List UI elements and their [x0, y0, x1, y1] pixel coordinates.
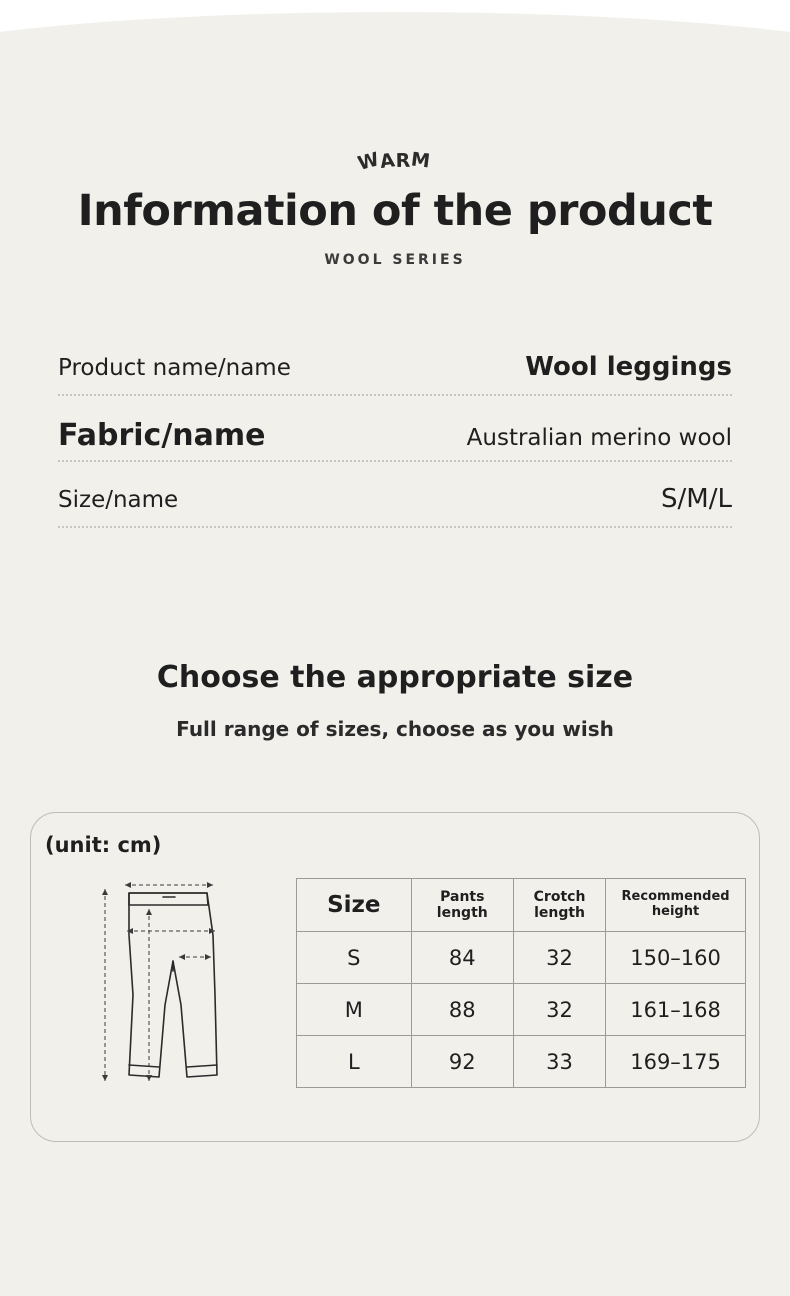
product-info-list: [58, 352, 732, 550]
column-header-crotch-length: [513, 879, 605, 932]
info-label: Product name/name: [58, 355, 291, 381]
cell-recommended-height: 161–168: [606, 984, 746, 1036]
size-table-body: [297, 932, 746, 1088]
choose-size-section: [0, 660, 790, 741]
cell-recommended-height: 150–160: [606, 932, 746, 984]
column-header-line-2: height: [651, 904, 700, 919]
info-row-product-name: [58, 352, 732, 396]
cell-recommended-height: 169–175: [606, 1036, 746, 1088]
pants-measurement-diagram: [89, 875, 289, 1105]
info-value: Australian merino wool: [466, 425, 732, 451]
cell-pants-length: 84: [411, 932, 513, 984]
cell-pants-length: 88: [411, 984, 513, 1036]
column-header-line-1: Crotch: [533, 888, 586, 905]
choose-size-title: Choose the appropriate size: [156, 660, 634, 695]
size-table-header: [297, 879, 746, 932]
column-header-pants-length: [411, 879, 513, 932]
card-top-curve: [0, 0, 790, 60]
cell-size: S: [297, 932, 412, 984]
table-header-row: [297, 879, 746, 932]
cell-size: M: [297, 984, 412, 1036]
info-row-fabric: [58, 418, 732, 462]
cell-size: L: [297, 1036, 412, 1088]
card-top-curve-fill: [0, 12, 790, 82]
info-label: Size/name: [58, 487, 179, 513]
info-value: Wool leggings: [525, 352, 732, 382]
column-header-recommended-height: [606, 879, 746, 932]
column-header-line-2: length: [436, 905, 488, 921]
info-label: Fabric/name: [58, 418, 266, 453]
unit-label: (unit: cm): [45, 833, 162, 857]
warm-wordmark: WARM: [355, 147, 433, 175]
info-row-size: [58, 484, 732, 528]
cell-crotch-length: 32: [513, 932, 605, 984]
table-row: [297, 1036, 746, 1088]
table-row: [297, 932, 746, 984]
header: [0, 147, 790, 268]
cell-crotch-length: 33: [513, 1036, 605, 1088]
cell-crotch-length: 32: [513, 984, 605, 1036]
page-title: Information of the product: [77, 186, 713, 236]
cell-pants-length: 92: [411, 1036, 513, 1088]
size-chart-panel: [30, 812, 760, 1142]
column-header-line-1: Pants: [440, 888, 485, 905]
column-header-size: Size: [297, 879, 412, 932]
table-row: [297, 984, 746, 1036]
column-header-line-2: length: [534, 905, 586, 921]
size-table: [296, 878, 746, 1088]
info-value: S/M/L: [661, 484, 732, 514]
column-header-line-1: Recommended: [621, 889, 730, 905]
choose-size-subtitle: Full range of sizes, choose as you wish: [176, 717, 614, 741]
page-subtitle: WOOL SERIES: [324, 252, 466, 268]
